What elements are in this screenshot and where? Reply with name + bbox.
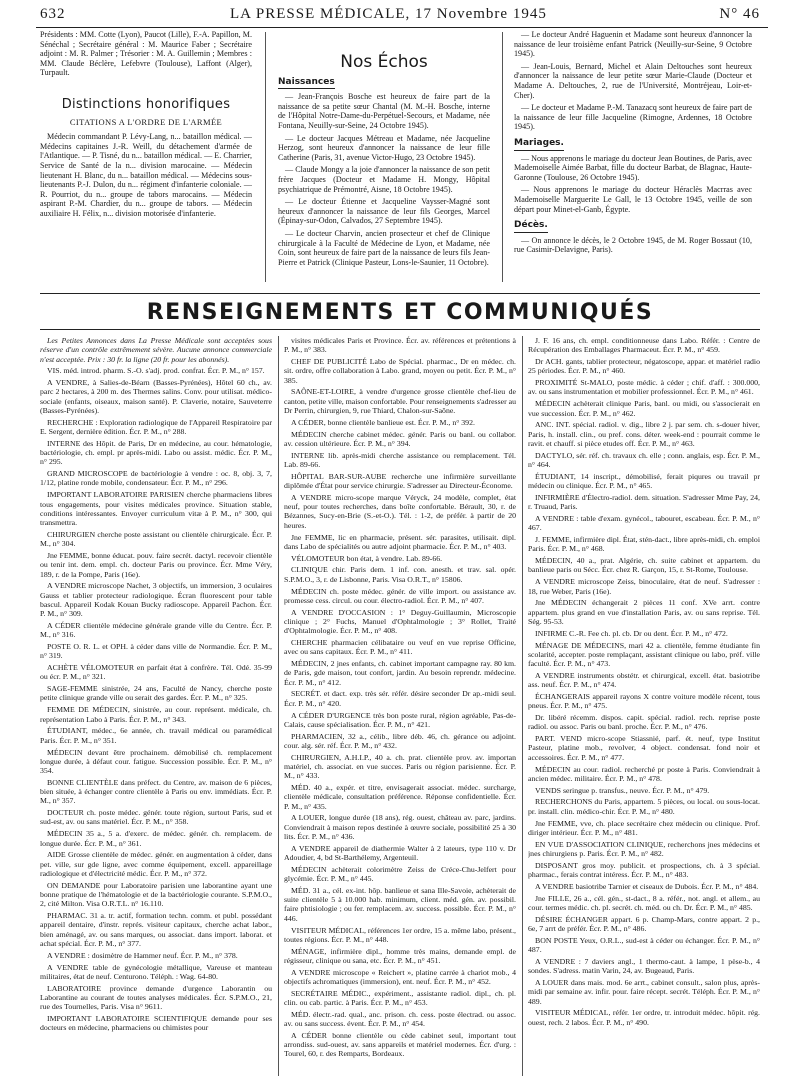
text-item: RECHERCHE : Exploration radiologique de l'Appareil Respiratoire par E. Sergent, dernière édition. Écr. P. M., n° 288. — [40, 417, 272, 437]
column-distinctions — [40, 30, 252, 290]
mariages-heading: Mariages. — [514, 139, 564, 151]
text-item: A VENDRE microscope Zeiss, binoculaire, état de neuf. S'adresser : 18, rue Weber, Paris (16e). — [528, 577, 760, 596]
text-item: VÉLOMOTEUR bon état, à vendre. Lab. 89-66. — [291, 553, 443, 563]
text-item: ÉTUDIANT, 14 inscript., démobilisé, ferait piqures ou travail pr médecin ou clinique. Écr. P. M., n° 465. — [528, 471, 760, 491]
text-item: INTERNE des Hôpit. de Paris, Dr en médecine, au cour. hématologie, bactériologie, ch. empl. pr après-midi. Labo ou assist. médic. Écr. P. M., n° 295. — [40, 438, 272, 467]
text-item: CHERCHE pharmacien célibataire ou veuf en vue reprise Officine, avec ou sans capitaux. Écr. P. M., n° 411. — [284, 637, 516, 657]
text-item: IMPORTANT LABORATOIRE SCIENTIFIQUE demande pour ses docteurs en médecine, pharmaciens ou chimistes pour — [40, 1013, 272, 1033]
text-item: A CÉDER bonne clientèle ou cède cabinet seul, important tout arrondiss. sud-ouest, av. sans appareils et matériel modernes. Écr. d'urg. : Tourel, 60, r. des Remparts, Bordeaux. — [284, 1030, 516, 1059]
text-item: DISPOSANT gros moy. publicit. et prospections, ch. à 3 spécial. pharmac., ferais contrat intéress. Écr. P. M., n° 483. — [528, 860, 760, 879]
text-item: A VENDRE appareil de diathermie Walter à 2 lateurs, type 110 v. Dr Adoudier, 4, bd St-Barthélemy, Argenteuil. — [284, 843, 516, 862]
text-item: A VENDRE basiotribe Tarnier et ciseaux de Dubois. Écr. P. M., n° 484. — [535, 881, 759, 891]
text-item: — Nous apprenons le mariage du docteur Héraclès Macrras avec Mademoiselle Marguerite Le Gall, le 13 Octobre 1945, veille de son départ pour Minet-el-Ganb, Égypte. — [514, 185, 752, 214]
text-item: INFIRMIÈRE d'Électro-radiol. dem. situation. S'adresser Mme Pay, 24, r. Truaud, Paris. — [528, 492, 760, 512]
text-item: visites médicales Paris et Province. Écr. av. références et prétentions à P. M., n° 383. — [284, 336, 516, 355]
naissances-heading: Naissances — [278, 78, 335, 90]
text-item: POSTE O. R. L. et OPH. à céder dans ville de Normandie. Écr. P. M., n° 319. — [40, 642, 272, 661]
text-item: GRAND MICROSCOPE de bactériologie à vendre : oc. 8, obj. 3, 7, 1/12, platine ronde mobile, condensateur. Écr. P. M., n° 296. — [40, 469, 272, 488]
deces-heading: Décès. — [514, 221, 548, 233]
column-divider — [522, 336, 523, 1076]
text-item: VISITEUR MÉDICAL, référ. 1er ordre, tr. introduit médec. hôpit. rég. ouest, rech. 2 labos. Écr. P. M., n° 490. — [528, 1008, 760, 1027]
text-item: — Le docteur André Haguenin et Madame sont heureux d'annoncer la naissance de leur troisième enfant Patrick (Neuilly-sur-Seine, 9 Octobre 1945). — [514, 30, 752, 59]
text-item: J. F. 16 ans, ch. empl. conditionneuse dans Labo. Référ. : Centre de Récupération des Emballages Pharmaceut. Écr. P. M., n° 459. — [528, 336, 760, 355]
text-item: ÉTUDIANT, médec., 6e année, ch. travail médical ou paramédical Paris. Écr. P. M., n° 351. — [40, 726, 272, 745]
text-item: A CÉDER clientèle médecine générale grande ville du Centre. Écr. P. M., n° 316. — [40, 620, 272, 640]
text-item: A VENDRE : dosimètre de Hammer neuf. Écr. P. M., n° 378. — [47, 950, 238, 960]
header-rule — [36, 27, 768, 28]
text-item: A VENDRE : 7 daviers angl., 1 thermo-caut. à lampe, 1 pèse-b., 4 sondes. S'adress. matin Varin, 24, av. Bugeaud, Paris. — [528, 956, 760, 976]
text-item: SAGE-FEMME sinistrée, 24 ans, Faculté de Nancy, cherche poste petite clinique grande ville ou serait des gardes. Écr. P. M., n° 325. — [40, 684, 272, 703]
text-item: — Nous apprenons le mariage du docteur Jean Boutines, de Paris, avec Mademoiselle Aimée Barbat, fille du docteur Barbat, de Blagnac, Haute-Garonne (Toulouse, 26 Octobre 1945). — [514, 153, 752, 182]
text-item: A LOUER dans mais. mod. 6e arrt., cabinet consult., salon plus, après-midi par semaine av. infir. pour. faire récept. secrét. Téléph. Écr. P. M., n° 489. — [528, 978, 760, 1006]
text-item: DOCTEUR ch. poste médec. génér. toute région, surtout Paris, sud et sud-est, av. ou sans matériel. Écr. P. M., n° 358. — [40, 808, 272, 827]
text-item: MÉDECIN achèterait clinique Paris, banl. ou midi, ou s'associerait en vue succession. Écr. P. M., n° 462. — [528, 399, 760, 418]
text-item: FEMME DE MÉDECIN, sinistrée, au cour. représent. médicale, ch. représentation Labo à Paris. Écr. P. M., n° 343. — [40, 705, 272, 724]
text-item: PROXIMITÉ St-MALO, poste médic. à céder ; chif. d'aff. : 300.000, av. ou sans instrumentation et mobilier professionnel. Écr. P. M., n° 461. — [528, 378, 760, 397]
text-item: SECRÉT. et dact. exp. très sér. référ. désire seconder Dr ap.-midi seul. Écr. P. M., n° 420. — [284, 689, 516, 708]
column-divider — [265, 32, 266, 282]
renseignements-title: RENSEIGNEMENTS ET COMMUNIQUÉS — [146, 300, 654, 325]
text-item: BON POSTE Yeux, O.R.L., sud-est à céder ou échanger. Écr. P. M., n° 487. — [528, 935, 760, 955]
text-item: — On annonce le décès, le 2 Octobre 1945, de M. Roger Bossaut (10, rue Casimir-Delavigne, Paris). — [514, 235, 752, 255]
text-item: BONNE CLIENTÈLE dans préfect. du Centre, av. maison de 6 pièces, bien située, à échanger contre clientèle à Paris ou env. immédiats. Écr. P. M., n° 357. — [40, 777, 272, 806]
citations-list — [40, 132, 252, 218]
page-number: 632 — [40, 6, 66, 22]
text-item: Dr. libéré récemm. dispos. capit. spécial. radiol. rech. reprise poste radiol. ou assoc. Paris ou banl. proche. Écr. P. M., n° 476. — [528, 713, 760, 732]
text-item: Dr ACH. gants, tablier protecteur, négatoscope, appar. et matériel radio 25 périodes. Écr. P. M., n° 460. — [528, 357, 760, 376]
text-item: Jne MÉDECIN échangerait 2 pièces 11 conf. XVe arrt. contre appartem. plus grand en vue d'installation Paris, av. ou sans reprise. Tél. Ség. 95-53. — [528, 598, 760, 626]
text-item: — Jean-Louis, Bernard, Michel et Alain Deltouches sont heureux d'annoncer la naissance de leur petite sœur Marie-Claude (Docteur et Madame A. Deltouches, 2, rue de l'Université, Montréjeau, Loir-et-Cher). — [514, 61, 752, 100]
text-item: MÉNAGE, infirmière dipl., homme très mains, demande empl. de régisseur, clinique ou sana, etc. Écr. P. M., n° 451. — [284, 946, 516, 965]
ads-column-1 — [40, 336, 272, 1078]
text-item: A VENDRE microscope Nachet, 3 objectifs, un immersion, 3 oculaires Gauss et tablier protecteur radiologique. Écran fluorescent pour table bascul. Appareil Kodak Kouan Bucky radioscope. Appareil Pachon. Écr. P. M., n° 309. — [40, 581, 272, 619]
mariages-list — [514, 154, 752, 215]
text-item: A LOUER, longue durée (18 ans), rég. ouest, château av. parc, jardins. Conviendrait à maison repos destinée à œuvre sociale, possibilité 25 à 30 lits. Écr. P. M., n° 436. — [284, 813, 516, 841]
text-item: VISITEUR MÉDICAL, références 1er ordre, 15 a. même labo, présent., toutes régions. Écr. P. M., n° 448. — [284, 925, 516, 944]
text-item: CHIRURGIEN cherche poste assistant ou clientèle chirurgicale. Écr. P. M., n° 304. — [40, 529, 272, 549]
text-item: MÉDECIN achèterait colorimètre Zeiss de Créce-Chu-Jelfert pour glycémie. Écr. P. M., n° 445. — [284, 864, 516, 884]
text-item: Jne FEMME, vve, ch. place secrétaire chez médecin ou clinique. Prof. diriger intérieur. Écr. P. M., n° 481. — [528, 818, 760, 837]
ads-column-2 — [284, 336, 516, 1078]
text-item: PART. VEND micro-scope Stiassnié, parf. ét. neuf, type Institut Pasteur, platine mob., revolver, 4 object. condensat. fond noir et accessoires. Écr. P. M., n° 477. — [528, 734, 760, 762]
text-item: IMPORTANT LABORATOIRE PARISIEN cherche pharmaciens libres tous engagements, pour visites médicales province. Situation stable, conditions intéressantes. Envoyer curriculum vitæ à P. M., n° 300, qui transmettra. — [40, 490, 272, 528]
section-rule — [40, 329, 760, 330]
text-item: LABORATOIRE province demande d'urgence Laborantin ou Laborantine au courant de toutes analyses médicales. Écr. S.P.M.O., 21, rue des Tournelles, Paris. Visa n° 9611. — [40, 983, 272, 1012]
text-item: SECRÉTAIRE MÉDIC., expériment., assistante radiol. dipl., ch. pl. clin. ou cab. partic. à Paris. Écr. P. M., n° 453. — [284, 988, 516, 1008]
text-item: SAÔNE-ET-LOIRE, à vendre d'urgence grosse clientèle chef-lieu de canton, petite ville, maison confortable. Pour renseignements s'adresser au Dr Perrin, chirurgien, 9, rue Thiard, Chalon-sur-Saône. — [284, 387, 516, 415]
text-item: A VENDRE, à Salies-de-Béarn (Basses-Pyrénées), Hôtel 60 ch., av. parc 2 hectares, à 200 m. des Thermes salins. Conv. pour utilisat. médico-sociale (enfants, oiseaux, maison santé). P. Claverie, notaire, Sauveterre (Basses-Pyrénées). — [40, 378, 272, 415]
text-item: Jne FEMME, lic en pharmacie, présent. sér. parasites, utilisait. dipl. dans Labo de spécialités ou autre adjoint pharmacie. Écr. P. M., n° 403. — [284, 532, 516, 551]
distinctions-title: Distinctions honorifiques — [61, 96, 231, 112]
committee-text: Présidents : MM. Cotte (Lyon), Paucot (Lille), F.-A. Papillon, M. Sénéchal ; Secrétaire général : M. Maurice Faber ; Secrétaire adjoint : M. R. Palmer ; Trésorier : M. A. Guillemin ; Membres : MM. Claude Béclère, Lefebvre (Toulouse), Laffont (Alger), Turpault. — [40, 30, 252, 78]
text-item: — Le docteur Charvin, ancien prosecteur et chef de Clinique chirurgicale à la Faculté de Médecine de Lyon, et Madame, née Coin, sont heureux de faire part de la naissance de leurs fils Jean-Pierre et Patrick (Clinique Pasteur, Lons-le-Saunier, 11 Octobre). — [278, 228, 490, 267]
text-item: Jne FEMME, bonne éducat. pouv. faire secrét. dactyl. recevoir clientèle ou tenir int. dem. empl. ch. docteur Paris ou province. Écr. Mme Véry, 189, r. de la Pompe, Paris (16e). — [40, 551, 272, 579]
text-item: ACHÈTE VÉLOMOTEUR en parfait état à confrère. Tél. Odé. 35-99 ou écr. P. M., n° 321. — [40, 663, 272, 682]
text-item: INFIRME C.-R. Fee ch. pl. cb. Dr ou dent. Écr. P. M., n° 472. — [535, 628, 728, 638]
text-item: CLINIQUE chir. Paris dem. 1 inf. con. anesth. et trav. sal. opér. S.P.M.O., 3, r. de Lisbonne, Paris. Visa O.R.T., n° 15806. — [284, 565, 516, 584]
text-item: A VENDRE D'OCCASION : 1° Deguy-Guillaumin, Microscopie clinique ; 2° Fuchs, Manuel d'Ophtalmologie ; 3° Rollet, Traité d'Ophtalmologie. Écr. P. M., n° 408. — [284, 607, 516, 636]
text-item: Les Petites Annonces dans La Presse Médicale sont acceptées sous réserve d'un contrôle extrêmement sévère. Aucune annonce commerciale n'est acceptée. Prix : 30 fr. la ligne (20 fr. pour les abonnés). — [40, 336, 272, 364]
text-item: ÉCHANGERAIS appareil rayons X contre voiture modèle récent, tous pneus. Écr. P. M., n° 475. — [528, 692, 760, 711]
text-item: ANC. INT. spécial. radiol. v. dig., libre 2 j. par sem. ch. s-douer hiver, Paris, h. install. clin., ou pref. cons. déter. week-end : pourrait comme le ravit. et chauff. si pièce etudes off. Écr. P. M., n° 463. — [528, 420, 760, 448]
naissances-list — [278, 92, 490, 267]
text-item: J. FEMME, infirmière dipl. État, stén-dact., libre après-midi, ch. emploi Paris. Écr. P. M., n° 468. — [528, 535, 760, 554]
text-item: EN VUE D'ASSOCIATION CLINIQUE, recherchons jnes médecins et jnes chirurgiens p. Paris. Écr. P. M., n° 482. — [528, 839, 760, 858]
text-item: MÉDECIN devant être prochainem. démobilisé ch. remplacement longue durée, à défaut cour. fatigue. Succession possible. Écr. P. M., n° 354. — [40, 747, 272, 775]
text-item: PHARMAC. 31 a. tr. actif, formation techn. comm. et publ. possédant appareil dentaire, d'instr. représ. visiteur capitaux, cherche achat labor., bien aménagé, av. ou sans marques, ou associat. dans import. laborat. et achat spécial. Écr. P. M., n° 377. — [40, 911, 272, 948]
text-item: A VENDRE microscope « Reichert », platine carrée à chariot mob., 4 objectifs achromatiques (immersion), ent. neuf. Écr. P. M., n° 452. — [284, 967, 516, 986]
text-item: — Le docteur et Madame P.-M. Tanazacq sont heureux de faire part de la naissance de leur fille Jacqueline (Rimogne, Ardennes, 18 Octobre 1945). — [514, 103, 752, 132]
text-item: DÉSIRE ÉCHANGER appart. 6 p. Champ-Mars, contre appart. 2 p., 6e, 7 arrt de préfér. Écr. P. M., n° 486. — [528, 914, 760, 934]
text-item: MÉDECIN cherche cabinet médec. génér. Paris ou banl. ou collabor. av. cession ultérieure. Écr. P. M., n° 394. — [284, 429, 516, 448]
column-echos — [278, 30, 490, 290]
citations-subtitle: CITATIONS A L'ORDRE DE L'ARMÉE — [69, 116, 223, 127]
text-item: CHEF DE PUBLICITÉ Labo de Spécial. pharmac., Dr en médec. ch. sit. ordre, offre collaboration à Labo. grand, moyen ou petit. Écr. P. M., n° 385. — [284, 357, 516, 385]
text-item: MÉD. électr.-rad. qual., anc. prison. ch. cess. poste électrad. ou assoc. av. ou sans success. évent. Écr. P. M., n° 454. — [284, 1009, 516, 1029]
text-item: A CÉDER D'URGENCE très bon poste rural, région agréable, Pas-de-Calais, cause spécialisation. Écr. P. M., n° 421. — [284, 710, 516, 729]
text-item: A VENDRE micro-scope marque Véryck, 24 modèle, complet, état neuf, pour toutes recherches, dans boîte confortable. Bérault, 30, r. de Bézannes, Sucy-en-Brie (S.-et-O.). Tél. : 1-2, de préfér. à partir de 20 heures. — [284, 492, 516, 530]
column-divider — [278, 336, 279, 1076]
text-item: A VENDRE : table d'exam. gynécol., tabouret, escabeau. Écr. P. M., n° 467. — [528, 514, 760, 533]
text-item: — Le docteur Jacques Métreau et Madame, née Jacqueline Herzog, sont heureux d'annoncer la naissance de leur fille Catherine (Paris, 31, avenue Victor-Hugo, 23 Octobre 1945). — [278, 133, 490, 162]
journal-title: LA PRESSE MÉDICALE, 17 Novembre 1945 — [230, 6, 547, 22]
text-item: MÉDECIN ch. poste médec. génér. de ville import. ou assistance av. promesse cess. circul. ou cour. électro-radiol. Écr. P. M., n° 407. — [284, 586, 516, 605]
text-item: ON DEMANDE pour Laboratoire parisien une laborantine ayant une bonne pratique de l'hématologie et de la bactériologie courante. S.P.M.O., 2, cité Milton. Visa O.R.T.L. n° 16.110. — [40, 880, 272, 909]
text-item: MÉDECIN, 2 jnes enfants, ch. cabinet important campagne ray. 80 km. de Paris, gde maison, tout confort, jardin. Au besoin reprendr. médecine. Écr. P. M., n° 412. — [284, 659, 516, 687]
column-announcements — [514, 30, 752, 290]
running-header — [40, 6, 760, 26]
ads-column-3 — [528, 336, 760, 1078]
text-item: PHARMACIEN, 32 a., célib., libre déb. 46, ch. gérance ou adjoint. cour. alg. sér. réf. Écr. P. M., n° 432. — [284, 731, 516, 750]
text-item: — Jean-François Bosche est heureux de faire part de la naissance de sa petite sœur Chantal (M. M.-H. Bosche, interne de l'Hôpital Notre-Dame-du-Perpétuel-Secours, et Madame, née Fontana, Neuilly-sur-Seine, 24 Octobre 1945). — [278, 92, 490, 130]
text-item: CHIRURGIEN, A.H.I.P., 40 a. ch. prat. clientèle prov. av. importan matériel, ch. associat. en vue succes. Paris ou région parisienne. Écr. P. M., n° 433. — [284, 752, 516, 781]
text-item: A VENDRE table de gynécologie métallique, Vareuse et manteau militaires, état de neuf. Centurono. Téléph. : Wag. 64-80. — [40, 962, 272, 981]
deces-list — [514, 236, 752, 255]
text-item: — Claude Mongy a la joie d'annoncer la naissance de son petit frère Jacques (Docteur et Madame H. Mongy, Hôpital psychiatrique de Prémontré, Aisne, 18 Octobre 1945). — [278, 165, 490, 194]
text-item: VIS. méd. introd. pharm. S.-O. s'adj. prod. confrat. Écr. P. M., n° 157. — [47, 366, 265, 376]
text-item: — Le docteur Étienne et Jacqueline Vaysser-Magné sont heureux d'annoncer la naissance de leur fils Georges, Marcel (Épinay-sur-Odon, Calvados, 27 Septembre 1945). — [278, 197, 490, 226]
section-rule — [40, 293, 760, 294]
text-item: A VENDRE instruments obstétr. et chirurgical, excell. état. basiotribe ass. neuf. Écr. P. M., n° 474. — [528, 670, 760, 690]
text-item: MÉD. 40 a., expér. et titre, envisagerait associat. médec. surcharge, clientèle médicale, consultation préférence. Réponse confidentielle. Écr. P. M., n° 435. — [284, 783, 516, 811]
issue-number: N° 46 — [719, 6, 760, 22]
text-item: MÉDECIN, 40 a., prat. Algérie, ch. suite cabinet et appartem. du banlieue paris ou Sécc. Écr. chez R. Garçon, 15, r. St-Rome, Toulouse. — [528, 556, 760, 575]
text-item: MÉD. 31 a., cél. ex-int. hôp. banlieue et sana Ille-Savoie, achèterait de suite clientèle 5 à 10.000 hab. minimum, client. méd. gén. av. possibil. faire phtisiologie ; ou fer. remplacem. av. success. possible. Écr. P. M., n° 446. — [284, 885, 516, 923]
text-item: HÔPITAL BAR-SUR-AUBE recherche une infirmière surveillante diplômée d'État pour service chirurgie. S'adresser au Directeur-Économe. — [284, 471, 516, 491]
text-item: MÉDECIN 35 a., 5 a. d'exerc. de médec. génér. ch. remplacem. de longue durée. Écr. P. M., n° 361. — [40, 829, 272, 848]
text-item: DACTYLO, sér. réf. ch. travaux ch. elle ; conn. anglais, esp. Écr. P. M., n° 464. — [528, 450, 760, 469]
text-item: MÉNAGE DE MÉDECINS, mari 42 a. clientèle, femme étudiante fin scolarité, accepter. poste remplaçant, assistant clinique ou labo, préf. ville faculté. Écr. P. M., n° 473. — [528, 640, 760, 669]
text-item: VENDS seringue p. transfus., neuve. Écr. P. M., n° 479. — [535, 785, 710, 795]
text-item: A CÉDER, bonne clientèle banlieue est. Écr. P. M., n° 392. — [291, 417, 475, 427]
text-item: Jne FILLE, 26 a., cél. gén., st-dact., 8 a. référ., not. angl. et allem., au cour. termes médic. ch. pl. secrét. ch. méd. ou ch. Dr. Écr. P. M., n° 485. — [528, 893, 760, 912]
text-item: RECHERCHONS du Paris, appartem. 5 pièces, ou local. ou sous-locat. pr. install. clin. médico-chir. Écr. P. M., n° 480. — [528, 797, 760, 816]
text-item: MÉDECIN au cour. radiol. recherché pr poste à Paris. Conviendrait à ancien médec. militaire. Écr. P. M., n° 478. — [528, 764, 760, 783]
echos-title: Nos Échos — [340, 52, 428, 72]
text-item: Médecin commandant P. Lévy-Lang, n... bataillon médical. — Médecins capitaines J.-R. Weill, du détachement d'armée de l'Atlantique. — P. Tisné, du n... bataillon médical. — E. Charrier, Service de Santé de la n... division marocaine. — Médecin lieutenant H. Blanc, du n... bataillon médical. — Médecins sous-lieutenants P.-J. Dulon, du n... régiment d'infanterie coloniale. — R. Pourriot, du n... groupe de tabors marocains. — Médecin aspirant P.-M. Chardier, du n... groupe de tabors. — Médecin auxiliaire H. Félix, n... division motorisée d'infanterie. — [40, 132, 252, 218]
column-divider — [502, 32, 503, 282]
text-item: INTERNE lib. après-midi cherche assistance ou remplacement. Tél. Lab. 89-66. — [284, 450, 516, 469]
naissances-continued — [514, 30, 752, 132]
text-item: AIDE Grosse clientèle de médec. génér. en augmentation à céder, dans pet. ville, sur gde ligne, avec comme équipement, excell. appareillage radiologique et d'électricité médic. Écr. P. M., n° 372. — [40, 850, 272, 878]
